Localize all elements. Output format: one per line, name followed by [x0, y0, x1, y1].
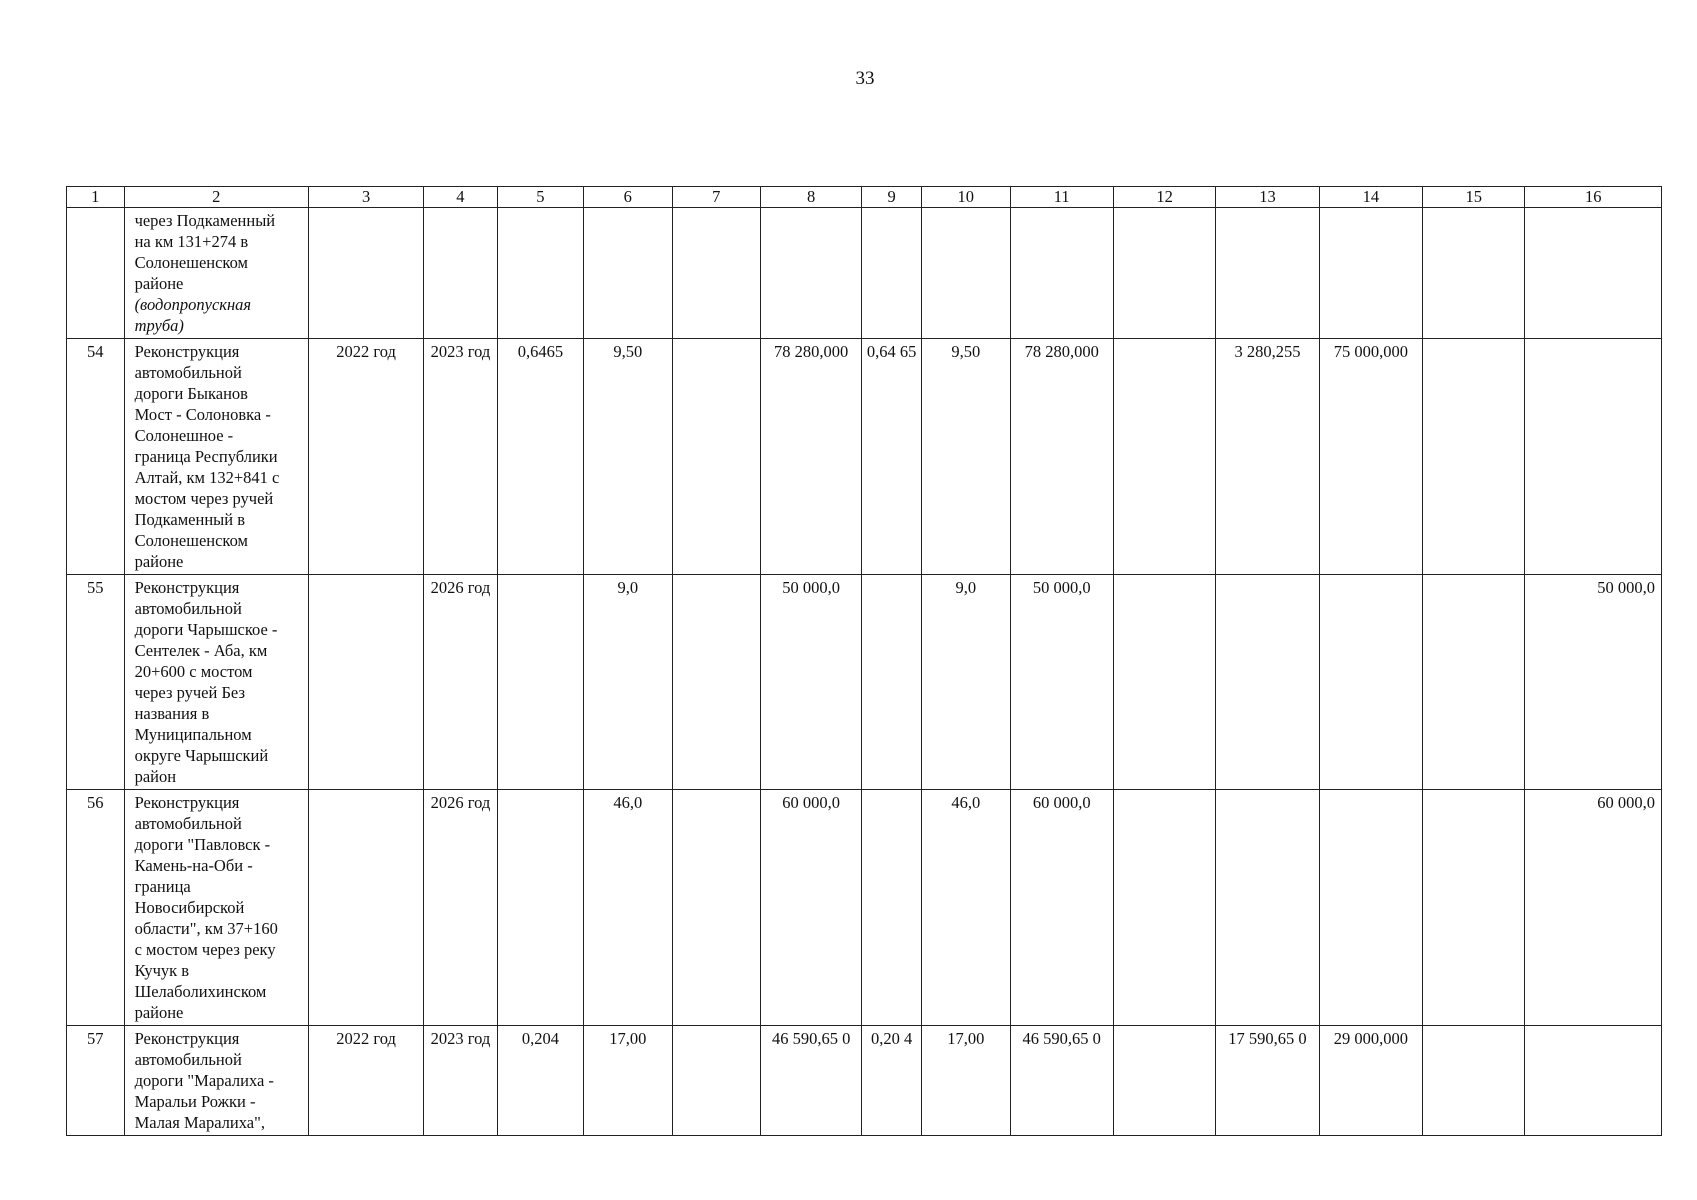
- column-header: 8: [761, 187, 862, 208]
- project-name-cell: [124, 790, 308, 1026]
- name-line: автомобильной: [134, 599, 242, 618]
- column-header: 11: [1010, 187, 1113, 208]
- project-name-cell: [124, 208, 308, 339]
- name-line: районе: [134, 274, 184, 293]
- name-line: автомобильной: [134, 363, 242, 382]
- table-row: [67, 790, 1662, 1026]
- table-cell: 60 000,0: [1010, 790, 1113, 1026]
- table-cell: [497, 575, 583, 790]
- table-cell: [862, 208, 922, 339]
- table-cell: 57: [67, 1026, 125, 1136]
- name-line: районе: [134, 1003, 184, 1022]
- column-header: 6: [584, 187, 672, 208]
- table-cell: 50 000,0: [1525, 575, 1662, 790]
- table-cell: 2022 год: [309, 339, 424, 575]
- table-cell: 75 000,000: [1319, 339, 1422, 575]
- table-cell: 56: [67, 790, 125, 1026]
- table-cell: [1423, 208, 1525, 339]
- table-cell: 2026 год: [424, 575, 498, 790]
- name-note-line: труба): [134, 316, 184, 335]
- table-cell: 46,0: [584, 790, 672, 1026]
- table-cell: [672, 790, 760, 1026]
- column-header: 4: [424, 187, 498, 208]
- table-cell: 17 590,65 0: [1216, 1026, 1319, 1136]
- name-line: Муниципальном: [134, 725, 252, 744]
- table-cell: 29 000,000: [1319, 1026, 1422, 1136]
- table-cell: [424, 208, 498, 339]
- table-cell: 46,0: [922, 790, 1010, 1026]
- table-cell: [309, 575, 424, 790]
- table-cell: 50 000,0: [1010, 575, 1113, 790]
- table-cell: 78 280,000: [761, 339, 862, 575]
- name-line: названия в: [134, 704, 210, 723]
- table-cell: 0,20 4: [862, 1026, 922, 1136]
- table-row: [67, 1026, 1662, 1136]
- table-cell: 9,50: [584, 339, 672, 575]
- table-cell: 0,204: [497, 1026, 583, 1136]
- name-line: автомобильной: [134, 814, 242, 833]
- table-cell: [1525, 208, 1662, 339]
- table-cell: 55: [67, 575, 125, 790]
- name-line: дороги "Павловск -: [134, 835, 271, 854]
- table-cell: 0,6465: [497, 339, 583, 575]
- name-line: Алтай, км 132+841 с: [134, 468, 280, 487]
- column-header: 15: [1423, 187, 1525, 208]
- name-line: через ручей Без: [134, 683, 245, 702]
- table-cell: 9,0: [922, 575, 1010, 790]
- name-line: 20+600 с мостом: [134, 662, 253, 681]
- name-line: Реконструкция: [134, 578, 240, 597]
- table-cell: [1423, 575, 1525, 790]
- column-header: 16: [1525, 187, 1662, 208]
- table-cell: 60 000,0: [1525, 790, 1662, 1026]
- name-line: дороги Быканов: [134, 384, 248, 403]
- name-line: Солонешенском: [134, 531, 248, 550]
- table-cell: 2022 год: [309, 1026, 424, 1136]
- name-line: Реконструкция: [134, 1029, 240, 1048]
- column-header: 14: [1319, 187, 1422, 208]
- name-line: Камень-на-Оби -: [134, 856, 253, 875]
- table-cell: [922, 208, 1010, 339]
- table-cell: [862, 575, 922, 790]
- table-cell: [309, 790, 424, 1026]
- name-line: граница: [134, 877, 191, 896]
- name-line: мостом через ручей: [134, 489, 274, 508]
- table-row: [67, 575, 1662, 790]
- table-cell: [1319, 790, 1422, 1026]
- name-line: район: [134, 767, 177, 786]
- name-line: Маральи Рожки -: [134, 1092, 256, 1111]
- table-cell: [761, 208, 862, 339]
- table-cell: [1423, 1026, 1525, 1136]
- name-line: Реконструкция: [134, 342, 240, 361]
- table-cell: 2023 год: [424, 1026, 498, 1136]
- table-cell: 60 000,0: [761, 790, 862, 1026]
- page-number: 33: [855, 68, 875, 89]
- data-table: [66, 186, 1662, 1136]
- table-cell: 0,64 65: [862, 339, 922, 575]
- table-cell: [67, 208, 125, 339]
- table-row: [67, 339, 1662, 575]
- table-cell: [1216, 208, 1319, 339]
- table-cell: [1216, 575, 1319, 790]
- table-cell: [1113, 339, 1215, 575]
- table-cell: 78 280,000: [1010, 339, 1113, 575]
- table-cell: [672, 339, 760, 575]
- table-cell: 17,00: [922, 1026, 1010, 1136]
- table-cell: 3 280,255: [1216, 339, 1319, 575]
- name-line: Новосибирской: [134, 898, 245, 917]
- table-cell: [497, 790, 583, 1026]
- column-header: 12: [1113, 187, 1215, 208]
- table-cell: [672, 575, 760, 790]
- name-line: районе: [134, 552, 184, 571]
- column-header: 5: [497, 187, 583, 208]
- name-line: граница Республики: [134, 447, 278, 466]
- name-line: автомобильной: [134, 1050, 242, 1069]
- name-line: с мостом через реку: [134, 940, 276, 959]
- table-cell: 17,00: [584, 1026, 672, 1136]
- table-cell: [1423, 790, 1525, 1026]
- table-cell: [1423, 339, 1525, 575]
- column-header: 10: [922, 187, 1010, 208]
- column-header: 13: [1216, 187, 1319, 208]
- name-line: округе Чарышский: [134, 746, 269, 765]
- project-name-cell: [124, 339, 308, 575]
- table-cell: 50 000,0: [761, 575, 862, 790]
- name-line: Реконструкция: [134, 793, 240, 812]
- name-line: дороги "Маралиха -: [134, 1071, 274, 1090]
- column-header: 3: [309, 187, 424, 208]
- table-cell: 2023 год: [424, 339, 498, 575]
- name-line: дороги Чарышское -: [134, 620, 278, 639]
- table-cell: [309, 208, 424, 339]
- table-cell: [1113, 790, 1215, 1026]
- table-cell: 9,50: [922, 339, 1010, 575]
- table-cell: [672, 208, 760, 339]
- name-line: Подкаменный в: [134, 510, 245, 529]
- project-name-cell: [124, 575, 308, 790]
- table-cell: 2026 год: [424, 790, 498, 1026]
- table-cell: [1113, 208, 1215, 339]
- name-note-line: (водопропускная: [134, 295, 252, 314]
- table-cell: [672, 1026, 760, 1136]
- table-cell: [584, 208, 672, 339]
- table-cell: [1319, 575, 1422, 790]
- column-header: 1: [67, 187, 125, 208]
- name-line: Сентелек - Аба, км: [134, 641, 268, 660]
- table-cell: 46 590,65 0: [761, 1026, 862, 1136]
- column-header: 2: [124, 187, 308, 208]
- name-line: на км 131+274 в: [134, 232, 249, 251]
- name-line: Солонешенском: [134, 253, 248, 272]
- table-cell: 54: [67, 339, 125, 575]
- name-line: через Подкаменный: [134, 211, 276, 230]
- column-header: 7: [672, 187, 760, 208]
- table-cell: [1319, 208, 1422, 339]
- name-line: Мост - Солоновка -: [134, 405, 271, 424]
- name-line: Малая Маралиха",: [134, 1113, 265, 1132]
- name-line: Солонешное -: [134, 426, 234, 445]
- name-line: Шелаболихинском: [134, 982, 267, 1001]
- table-cell: [497, 208, 583, 339]
- column-header: 9: [862, 187, 922, 208]
- table-cell: 9,0: [584, 575, 672, 790]
- table-cell: [1216, 790, 1319, 1026]
- project-name-cell: [124, 1026, 308, 1136]
- table-cell: [1113, 1026, 1215, 1136]
- table-cell: [1525, 1026, 1662, 1136]
- header-row: [67, 187, 1662, 208]
- table-cell: [1113, 575, 1215, 790]
- name-line: области", км 37+160: [134, 919, 278, 938]
- table-cell: 46 590,65 0: [1010, 1026, 1113, 1136]
- table-cell: [862, 790, 922, 1026]
- table-cell: [1010, 208, 1113, 339]
- table-row: [67, 208, 1662, 339]
- table-cell: [1525, 339, 1662, 575]
- name-line: Кучук в: [134, 961, 190, 980]
